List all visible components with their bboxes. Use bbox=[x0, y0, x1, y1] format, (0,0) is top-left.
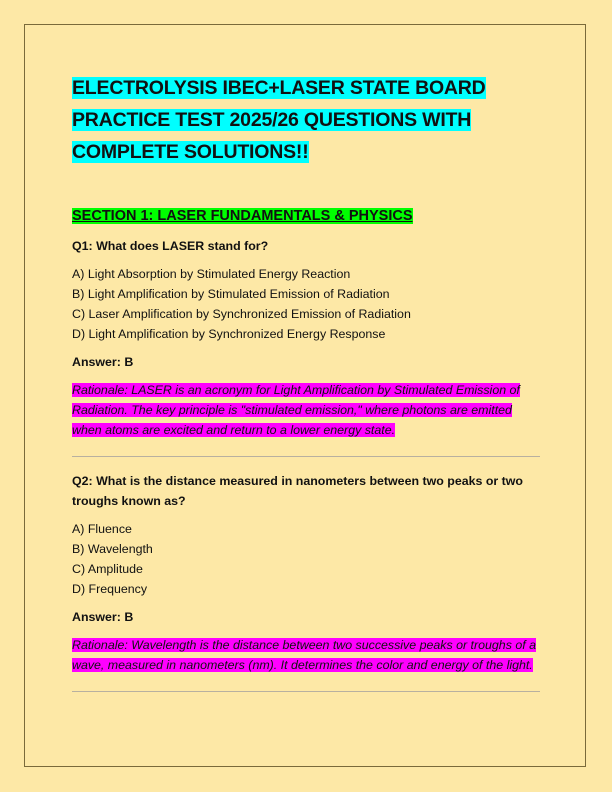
section-heading-text: SECTION 1: LASER FUNDAMENTALS & PHYSICS bbox=[72, 208, 413, 224]
divider bbox=[72, 691, 540, 692]
rationale bbox=[72, 635, 542, 675]
answer-text: Answer: B bbox=[72, 355, 134, 369]
question-block-2 bbox=[72, 471, 542, 675]
option-a: A) Light Absorption by Stimulated Energy Reaction bbox=[72, 267, 351, 281]
document-title bbox=[72, 72, 542, 168]
options-list bbox=[72, 519, 542, 599]
option-b: B) Light Amplification by Stimulated Emission of Radiation bbox=[72, 287, 390, 301]
option-b: B) Wavelength bbox=[72, 542, 153, 556]
option-c: C) Amplitude bbox=[72, 562, 143, 576]
option-d: D) Light Amplification by Synchronized Energy Response bbox=[72, 327, 386, 341]
rationale bbox=[72, 380, 542, 440]
divider bbox=[72, 456, 540, 457]
question-text: Q1: What does LASER stand for? bbox=[72, 239, 269, 253]
question-block-1 bbox=[72, 236, 542, 440]
rationale-text: Rationale: Wavelength is the distance between two successive peaks or troughs of a wave, measured in nanometers (nm). It determines the color and energy of the light. bbox=[72, 638, 536, 672]
title-text: ELECTROLYSIS IBEC+LASER STATE BOARD PRACTICE TEST 2025/26 QUESTIONS WITH COMPLETE SOLUTIONS!! bbox=[72, 77, 486, 163]
options-list bbox=[72, 264, 542, 344]
option-d: D) Frequency bbox=[72, 582, 148, 596]
section-heading bbox=[72, 206, 542, 226]
question-text: Q2: What is the distance measured in nanometers between two peaks or two troughs known as? bbox=[72, 474, 523, 508]
rationale-text: Rationale: LASER is an acronym for Light Amplification by Stimulated Emission of Radiation. The key principle is "stimulated emission," where photons are emitted when atoms are excited and return to a lower energy state. bbox=[72, 383, 520, 437]
option-c: C) Laser Amplification by Synchronized Emission of Radiation bbox=[72, 307, 411, 321]
option-a: A) Fluence bbox=[72, 522, 132, 536]
answer-text: Answer: B bbox=[72, 610, 134, 624]
document-body bbox=[72, 72, 542, 692]
